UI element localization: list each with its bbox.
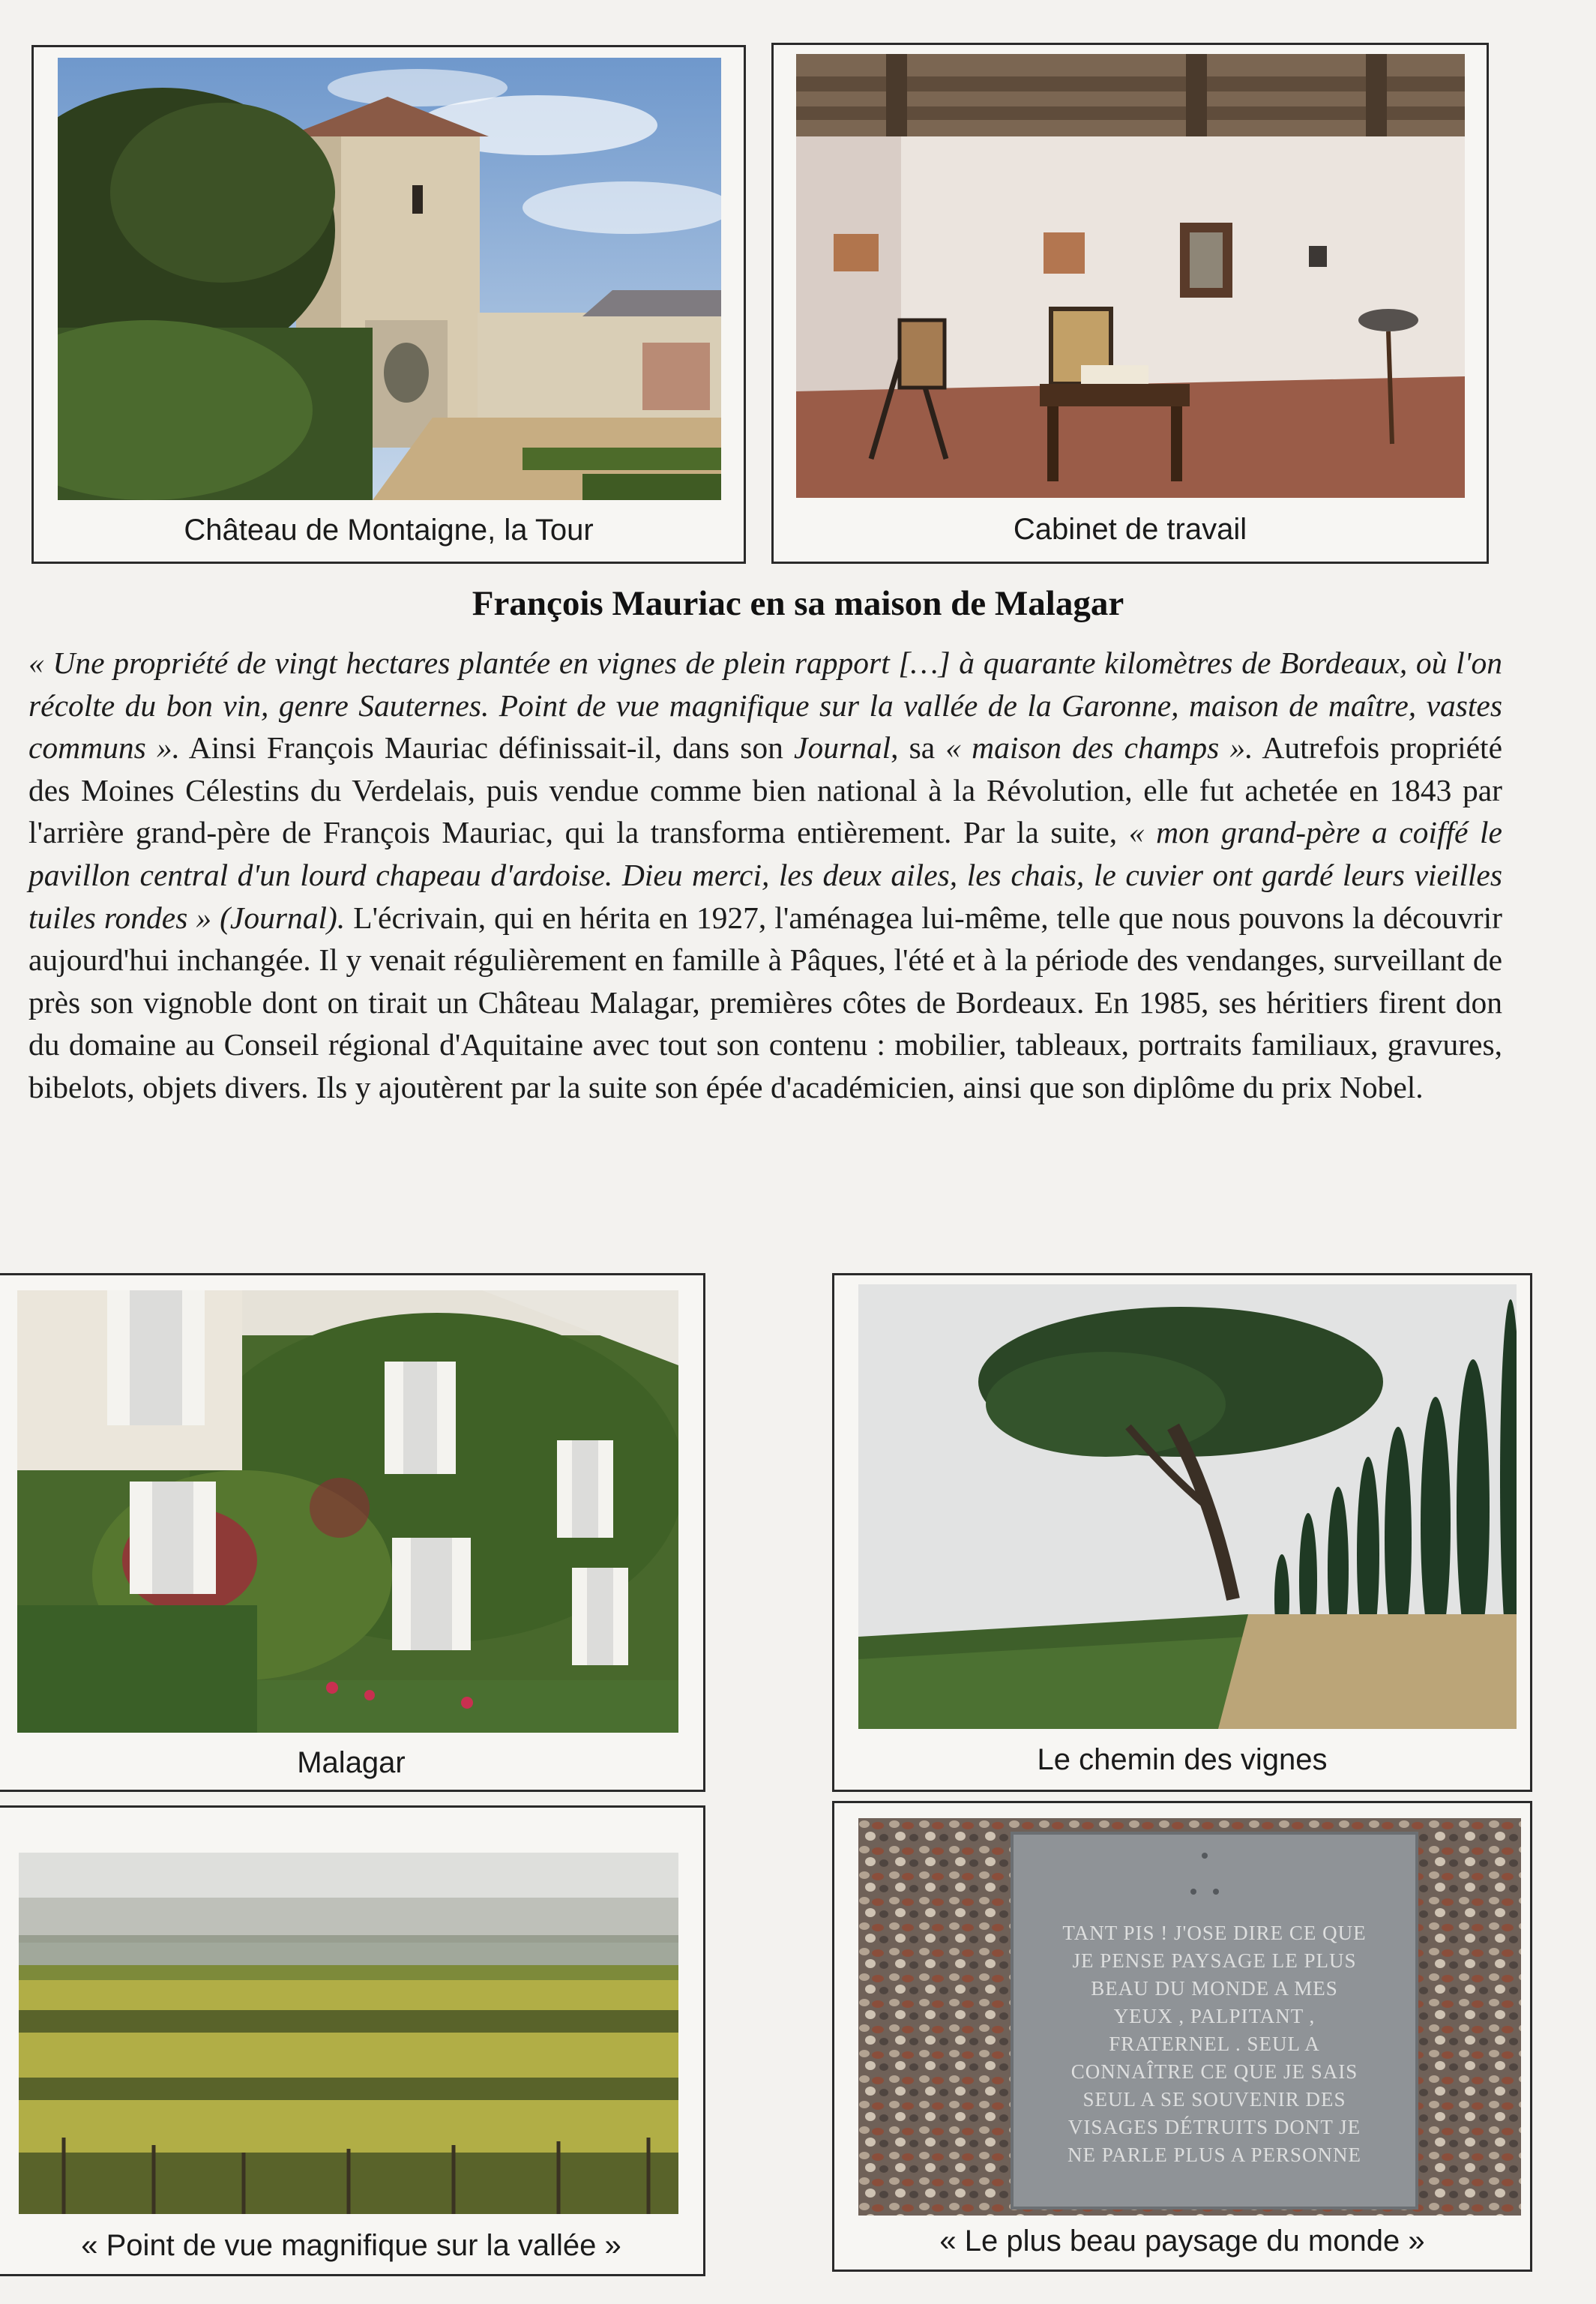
article-title: François Mauriac en sa maison de Malagar: [472, 584, 1124, 623]
figure-cabinet: [771, 43, 1489, 564]
plaque-line: CONNAÎTRE CE QUE JE SAIS: [1070, 2060, 1358, 2083]
journal-title: Journal: [794, 730, 891, 766]
caption-paysage: « Le plus beau paysage du monde »: [939, 2225, 1425, 2258]
article-body: [28, 642, 1502, 1109]
caption-vallee: « Point de vue magnifique sur la vallée »: [81, 2229, 621, 2262]
body-text-4: L'écrivain, qui en hérita en 1927, l'aménagea lui-même, telle que nous pouvons la découvrir aujourd'hui inchangée. Il y venait régulièrement en famille à Pâques, l'été et à la période des vendanges, surveillant de près son vignoble dont on tirait un Château Malagar, premières côtes de Bordeaux. En 1985, ses héritiers firent don du domaine au Conseil régional d'Aquitaine avec tout son contenu : mobilier, tableaux, portraits familiaux, gravures, bibelots, objets divers. Ils y ajoutèrent par la suite son épée d'académicien, ainsi que son diplôme du prix Nobel.: [28, 900, 1502, 1104]
figure-chemin: [832, 1273, 1532, 1792]
figure-paysage: [832, 1801, 1532, 2272]
figure-vallee: [0, 1805, 705, 2276]
body-text-3: Autrefois propriété des Moines Célestins du Verdelais, puis vendue comme bien national à la Révolution, elle fut achetée en 1843 par l'arrière grand-père de François Mauriac, qui la transforma entièrement. Par la suite,: [28, 730, 1502, 850]
quote-grand-pere: « mon grand-père a coiffé le pavillon central d'un lourd chapeau d'ardoise. Dieu merci, les deux ailes, les chais, le cuvier ont gardé leurs vieilles tuiles rondes » (Journal).: [28, 815, 1502, 935]
plaque-line: TANT PIS ! J'OSE DIRE CE QUE: [1062, 1922, 1367, 1944]
figure-montaigne: [31, 45, 746, 564]
plaque-line: BEAU DU MONDE A MES: [1091, 1977, 1338, 2000]
caption-montaigne: Château de Montaigne, la Tour: [184, 514, 594, 547]
caption-cabinet: Cabinet de travail: [1013, 513, 1247, 546]
caption-chemin: Le chemin des vignes: [1037, 1743, 1328, 1776]
quote-maison-des-champs: « maison des champs ».: [945, 730, 1253, 766]
photo-cabinet-de-travail: [796, 54, 1465, 498]
plaque-line: JE PENSE PAYSAGE LE PLUS: [1072, 1949, 1357, 1972]
plaque-line: FRATERNEL . SEUL A: [1109, 2033, 1320, 2055]
photo-plaque-pebbles: [858, 1818, 1521, 2216]
plaque-line: NE PARLE PLUS A PERSONNE: [1067, 2144, 1362, 2166]
plaque-line: YEUX , PALPITANT ,: [1113, 2005, 1316, 2027]
body-text-2: , sa: [891, 730, 946, 766]
photo-chemin-des-vignes: [858, 1284, 1517, 1729]
photo-vallee-vineyard: [19, 1853, 678, 2214]
quote-propriete: « Une propriété de vingt hectares plantée en vignes de plein rapport […] à quarante kilomètres de Bordeaux, où l'on récolte du bon vin, genre Sauternes. Point de vue magnifique sur la vallée de la Garonne, maison de maître, vastes communs ».: [28, 646, 1502, 766]
photo-chateau-montaigne-tower: [58, 58, 721, 500]
plaque-line: SEUL A SE SOUVENIR DES: [1082, 2088, 1346, 2111]
plaque-line: VISAGES DÉTRUITS DONT JE: [1067, 2116, 1361, 2138]
plaque-inscription: [1020, 1919, 1409, 2169]
caption-malagar: Malagar: [297, 1746, 406, 1779]
body-text-1: Ainsi François Mauriac définissait-il, dans son: [179, 730, 795, 766]
figure-malagar: [0, 1273, 705, 1792]
photo-malagar-house: [17, 1290, 678, 1733]
